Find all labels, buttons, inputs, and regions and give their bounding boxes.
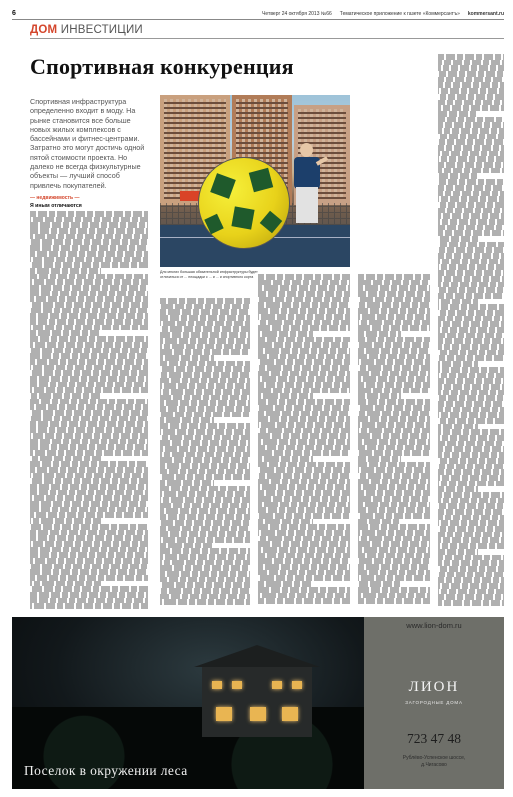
text-line bbox=[160, 599, 250, 605]
article-subhead-1: Я иным отличаются bbox=[30, 203, 82, 209]
brand-logo: ЛИОН bbox=[408, 679, 460, 695]
article-photo bbox=[160, 95, 350, 267]
article-column-5 bbox=[438, 54, 504, 610]
article-headline: Спортивная конкуренция bbox=[30, 54, 294, 79]
issue-date: Четверг 24 октября 2013 №66 bbox=[262, 10, 332, 17]
text-line bbox=[30, 603, 148, 609]
article-column-2 bbox=[160, 298, 250, 610]
ad-phone[interactable]: 723 47 48 bbox=[407, 731, 461, 746]
text-line bbox=[438, 600, 504, 606]
section-title bbox=[30, 24, 143, 36]
text-line bbox=[358, 598, 430, 604]
publication-name: Тематическое приложение к газете «Коммерсантъ» bbox=[339, 10, 460, 17]
ad-url[interactable]: www.lion-dom.ru bbox=[406, 621, 462, 630]
ad-address-line-2: д.Чигасово bbox=[421, 761, 447, 768]
house-image bbox=[202, 667, 312, 737]
section-sub: ИНВЕСТИЦИИ bbox=[60, 24, 143, 36]
section-divider bbox=[30, 38, 504, 39]
article-column-3 bbox=[258, 274, 350, 610]
ad-address bbox=[378, 755, 490, 768]
text-line bbox=[258, 598, 350, 604]
body-text-block bbox=[438, 54, 504, 606]
body-text-block bbox=[358, 274, 430, 604]
article-lead: Спортивная инфраструктура определенно входит в моду. На рынке становится все больше новых жилых комплексов с бассейнами и фитнес-центрами. Затратно это могут достичь одной пятой стоимости проекта. Но далеко не всегда физкультурные объекты — лучший способ привлечь покупателей. bbox=[30, 97, 145, 190]
page-header bbox=[12, 8, 504, 20]
ad-contact-panel bbox=[364, 617, 504, 789]
body-text-block bbox=[258, 274, 350, 604]
body-text-block bbox=[160, 298, 250, 605]
section-main: ДОМ bbox=[30, 24, 58, 36]
photo-caption: Для многих большая обязательной инфраструктуры будет отличаться от ... площадки с ... и ... и спортивного корта bbox=[160, 270, 258, 279]
ad-address-line-1: Рублёво-Успенское шоссе, bbox=[402, 755, 466, 761]
child-figure bbox=[288, 143, 328, 233]
article-column-1 bbox=[30, 202, 148, 610]
football-image bbox=[198, 157, 290, 249]
advertisement[interactable] bbox=[12, 617, 504, 789]
site-link[interactable]: kommersant.ru bbox=[467, 10, 504, 17]
page-number: 6 bbox=[12, 10, 16, 17]
ad-slogan: Поселок в окружении леса bbox=[24, 763, 188, 778]
article-column-4 bbox=[358, 274, 430, 610]
body-text-block bbox=[30, 211, 148, 609]
brand-tagline: ЗАГОРОДНЫЕ ДОМА bbox=[405, 700, 463, 705]
article-byline: — недвижимость — bbox=[30, 195, 80, 201]
